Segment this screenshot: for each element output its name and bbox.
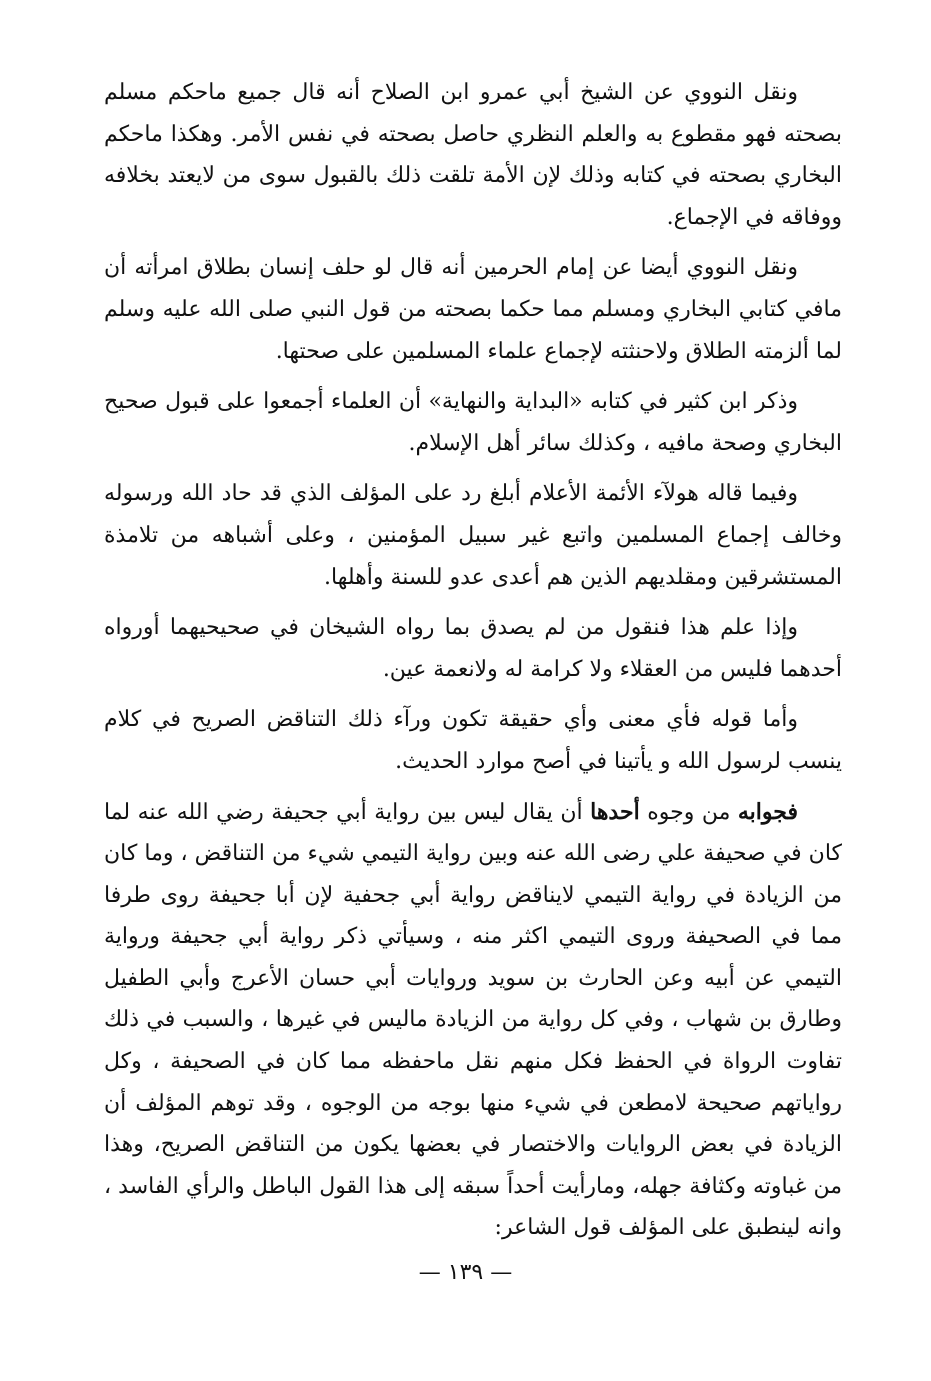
paragraph-2-text: ونقل النووي أيضا عن إمام الحرمين أنه قال لو حلف إنسان بطلاق امرأته أن مافي كتابي البخاري ومسلم مما حكما بصحته من قول النبي صلى الله عليه وسلم لما ألزمته الطلاق ولاحنثته لإجماع علماء المسلمين على صحتها. [104, 255, 842, 364]
paragraph-5 [104, 607, 842, 690]
page-number: — ١٣٩ — [418, 1260, 513, 1285]
paragraph-6 [104, 699, 842, 782]
lead-word-two: أحدها [590, 798, 640, 825]
lead-word: فجوابه [737, 798, 799, 825]
paragraph-2 [104, 247, 842, 372]
paragraph-4-text: وفيما قاله هولآء الأئمة الأعلام أبلغ رد على المؤلف الذي قد حاد الله ورسوله وخالف إجماع المسلمين واتبع غير سبيل المؤمنين ، وعلى أشباهه من تلامذة المستشرقين ومقلديهم الذين هم أعدى عدو للسنة وأهلها. [104, 481, 842, 590]
paragraph-4 [104, 473, 842, 598]
paragraph-7 [104, 792, 842, 1250]
paragraph-6-text: وأما قوله فأي معنى وأي حقيقة تكون ورآء ذلك التناقض الصريح في كلام ينسب لرسول الله و يأتينا في أصح موارد الحديث. [104, 707, 842, 774]
connector-text: من وجوه [647, 799, 731, 825]
paragraph-7-text: أن يقال ليس بين رواية أبي جحيفة رضي الله عنه لما كان في صحيفة علي رضى الله عنه وبين رواية التيمي شيء من التناقض ، وما كان من الزيادة في رواية التيمي لايناقض رواية أبي جحفية لإن أبا جحيفة روى طرفا مما في الصحيفة وروى التيمي اكثر منه ، وسيأتي ذكر رواية أبي جحيفة ورواية التيمي عن أبيه وعن الحارث بن سويد وروايات أبي حسان الأعرج وأبي الطفيل وطارق بن شهاب ، وفي كل رواية من الزيادة ماليس في غيرها ، والسبب في ذلك تفاوت الرواة في الحفظ فكل منهم نقل ماحفظه مما كان في الصحيفة ، وكل رواياتهم صحيحة لامطعن في شيء منها بوجه من الوجوه ، وقد توهم المؤلف أن الزيادة في بعض الروايات والاختصار في بعضها يكون من التناقض الصريح، وهذا من غباوته وكثافة جهله، ومارأيت أحداً سبقه إلى هذا القول الباطل والرأي الفاسد ، وانه لينطبق على المؤلف قول الشاعر: [104, 799, 842, 1241]
paragraph-5-text: وإذا علم هذا فنقول من لم يصدق بما رواه الشيخان في صحيحيهما أورواه أحدهما فليس من العقلاء ولا كرامة له ولانعمة عين. [104, 615, 842, 682]
paragraph-1-text: ونقل النووي عن الشيخ أبي عمرو ابن الصلاح أنه قال جميع ماحكم مسلم بصحته فهو مقطوع به والعلم النظري حاصل بصحته في نفس الأمر. وهكذا ماحكم البخاري بصحته في كتابه وذلك لإن الأمة تلقت ذلك بالقبول سوى من لايعتد بخلافه ووفاقه في الإجماع. [104, 80, 843, 230]
paragraph-1 [104, 72, 842, 238]
body-text [104, 72, 842, 1258]
paragraph-3-text: وذكر ابن كثير في كتابه «البداية والنهاية» أن العلماء أجمعوا على قبول صحيح البخاري وصحة مافيه ، وكذلك سائر أهل الإسلام. [104, 389, 842, 456]
paragraph-3 [104, 381, 842, 464]
